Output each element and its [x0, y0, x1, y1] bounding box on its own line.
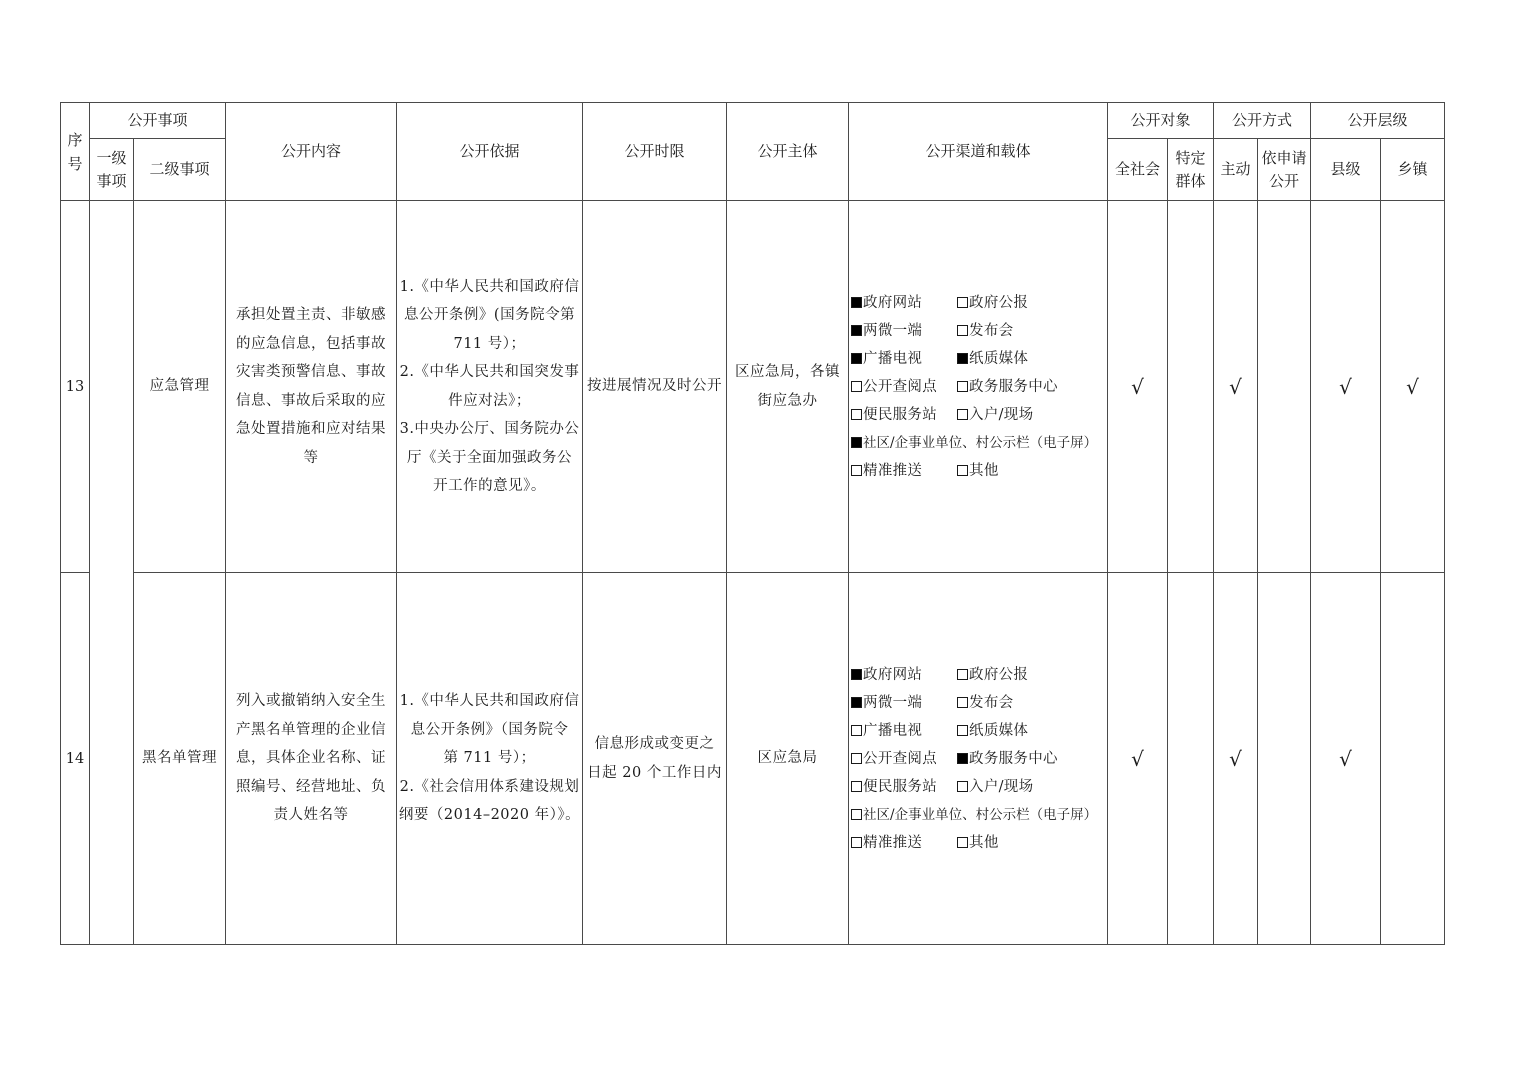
- channel-item: [851, 373, 957, 401]
- row-level-town: [1381, 573, 1445, 945]
- header-target-all: 全社会: [1108, 139, 1168, 201]
- basis-line: 件应对法》；: [448, 392, 531, 409]
- subject-line: 区应急局，各镇: [735, 364, 841, 380]
- channel-item: [957, 773, 1063, 801]
- channel-label: 发布会: [969, 322, 1014, 339]
- row-channels: [849, 573, 1108, 945]
- time-limit-line: 日起 20 个工作日内: [587, 764, 722, 781]
- checkbox-empty-icon: [851, 753, 862, 764]
- header-items: 公开事项: [90, 103, 226, 139]
- header-target-specific: 特定群体: [1168, 139, 1214, 201]
- channel-label: 精准推送: [863, 462, 923, 479]
- checkbox-empty-icon: [957, 669, 968, 680]
- channel-label: 入户/现场: [969, 778, 1034, 795]
- basis-line: 第 711 号）；: [443, 750, 536, 767]
- channel-item: [957, 457, 1063, 485]
- channel-label: 公开查阅点: [863, 378, 938, 395]
- header-basis: 公开依据: [397, 103, 583, 201]
- row-method-active: √: [1214, 201, 1258, 573]
- row-time-limit: [583, 573, 727, 945]
- channel-item: [957, 373, 1063, 401]
- channel-item: [851, 773, 957, 801]
- row-level1: [90, 201, 134, 945]
- basis-line: 2.《中华人民共和国突发事: [399, 364, 580, 380]
- header-method: 公开方式: [1214, 103, 1311, 139]
- header-method-active: 主动: [1214, 139, 1258, 201]
- channel-item: [957, 401, 1063, 429]
- checkbox-empty-icon: [851, 381, 862, 392]
- checkbox-empty-icon: [851, 781, 862, 792]
- checkbox-empty-icon: [957, 697, 968, 708]
- channel-item: [957, 661, 1063, 689]
- header-level2: 二级事项: [134, 139, 226, 201]
- header-level: 公开层级: [1311, 103, 1445, 139]
- channel-label: 两微一端: [863, 694, 923, 711]
- checkbox-checked-icon: [851, 697, 862, 708]
- channel-label: 纸质媒体: [969, 350, 1029, 367]
- row-time-limit: 按进展情况及时公开: [583, 201, 727, 573]
- checkbox-empty-icon: [957, 465, 968, 476]
- table-row: [61, 201, 1445, 573]
- channel-label: 政府公报: [969, 294, 1029, 311]
- row-content: [226, 201, 397, 573]
- channel-label: 精准推送: [863, 834, 923, 851]
- checkbox-empty-icon: [851, 725, 862, 736]
- disclosure-table: [60, 102, 1445, 945]
- channel-item: [957, 745, 1063, 773]
- checkbox-empty-icon: [957, 297, 968, 308]
- row-level-county: √: [1311, 201, 1381, 573]
- channel-label: 公开查阅点: [863, 750, 938, 767]
- table-row: [61, 573, 1445, 945]
- row-target-specific: [1168, 201, 1214, 573]
- checkbox-checked-icon: [851, 297, 862, 308]
- checkbox-checked-icon: [851, 353, 862, 364]
- content-line: 急处置措施和应对结果: [236, 421, 387, 437]
- checkbox-checked-icon: [851, 437, 862, 448]
- row-basis: [397, 201, 583, 573]
- content-line: 照编号、经营地址、负: [236, 778, 387, 795]
- row-target-specific: [1168, 573, 1214, 945]
- row-level2: 黑名单管理: [134, 573, 226, 945]
- basis-line: 1.《中华人民共和国政府信: [399, 278, 580, 295]
- channel-label: 政务服务中心: [969, 750, 1058, 767]
- row-method-apply: [1258, 201, 1311, 573]
- basis-line: 开工作的意见》。: [433, 478, 546, 494]
- channel-label: 政务服务中心: [969, 378, 1058, 395]
- channel-label: 社区/企事业单位、村公示栏（电子屏）: [863, 806, 1098, 823]
- content-line: 产黑名单管理的企业信: [236, 721, 387, 738]
- row-method-active: √: [1214, 573, 1258, 945]
- checkbox-empty-icon: [957, 409, 968, 420]
- header-content: 公开内容: [226, 103, 397, 201]
- content-line: 等: [303, 449, 319, 466]
- row-content: [226, 573, 397, 945]
- content-line: 信息、事故后采取的应: [236, 392, 387, 409]
- content-line: 列入或撤销纳入安全生: [236, 693, 387, 710]
- row-level-county: √: [1311, 573, 1381, 945]
- channel-label: 其他: [969, 462, 999, 479]
- channel-item: [851, 661, 957, 689]
- basis-line: 纲要（2014–2020 年）》。: [398, 807, 581, 824]
- basis-line: 息公开条例》（国务院令: [410, 721, 569, 738]
- content-line: 责人姓名等: [273, 807, 349, 824]
- checkbox-empty-icon: [851, 465, 862, 476]
- basis-line: 711 号）；: [453, 335, 526, 352]
- row-level-town: √: [1381, 201, 1445, 573]
- channel-item: [957, 829, 1063, 857]
- checkbox-empty-icon: [957, 725, 968, 736]
- checkbox-empty-icon: [851, 809, 862, 820]
- checkbox-checked-icon: [851, 325, 862, 336]
- header-level-county: 县级: [1311, 139, 1381, 201]
- header-channels: 公开渠道和载体: [849, 103, 1108, 201]
- channel-label: 便民服务站: [863, 406, 938, 423]
- basis-line: 息公开条例》(国务院令第: [403, 307, 576, 323]
- channel-label: 入户/现场: [969, 406, 1034, 423]
- content-line: 息，具体企业名称、证: [236, 750, 387, 767]
- channel-item: [957, 717, 1063, 745]
- channel-label: 便民服务站: [863, 778, 938, 795]
- channel-label: 政府公报: [969, 666, 1029, 683]
- header-seq: 序号: [61, 103, 90, 201]
- checkbox-checked-icon: [851, 669, 862, 680]
- row-subject: [727, 201, 849, 573]
- channel-label: 广播电视: [863, 350, 923, 367]
- channel-item: [957, 317, 1063, 345]
- subject-line: 街应急办: [757, 392, 818, 409]
- checkbox-empty-icon: [957, 837, 968, 848]
- row-target-all: √: [1108, 201, 1168, 573]
- basis-line: 厅《关于全面加强政务公: [407, 449, 573, 466]
- basis-line: 1.《中华人民共和国政府信: [399, 693, 580, 710]
- row-subject: 区应急局: [727, 573, 849, 945]
- checkbox-empty-icon: [851, 409, 862, 420]
- row-seq: 14: [61, 573, 90, 945]
- channel-label: 社区/企事业单位、村公示栏（电子屏）: [863, 434, 1098, 451]
- channel-item: [851, 689, 957, 717]
- content-line: 承担处置主责、非敏感: [236, 307, 387, 323]
- channel-label: 发布会: [969, 694, 1014, 711]
- time-limit-line: 信息形成或变更之: [594, 736, 715, 752]
- channel-item: [851, 801, 1097, 829]
- channel-item: [851, 457, 957, 485]
- header-level-town: 乡镇: [1381, 139, 1445, 201]
- channel-label: 两微一端: [863, 322, 923, 339]
- channel-item: [851, 345, 957, 373]
- channel-item: [851, 317, 957, 345]
- channel-label: 政府网站: [863, 294, 923, 311]
- checkbox-empty-icon: [957, 381, 968, 392]
- row-channels: [849, 201, 1108, 573]
- channel-item: [851, 429, 1097, 457]
- basis-line: 2.《社会信用体系建设规划: [399, 778, 580, 795]
- row-seq: 13: [61, 201, 90, 573]
- channel-item: [851, 289, 957, 317]
- channel-item: [851, 717, 957, 745]
- channel-label: 广播电视: [863, 722, 923, 739]
- channel-item: [957, 345, 1063, 373]
- header-method-apply: 依申请公开: [1258, 139, 1311, 201]
- channel-item: [851, 745, 957, 773]
- checkbox-empty-icon: [851, 837, 862, 848]
- content-line: 灾害类预警信息、事故: [236, 364, 387, 380]
- channel-label: 纸质媒体: [969, 722, 1029, 739]
- channel-label: 政府网站: [863, 666, 923, 683]
- header-subject: 公开主体: [727, 103, 849, 201]
- channel-item: [851, 829, 957, 857]
- row-level2: 应急管理: [134, 201, 226, 573]
- checkbox-empty-icon: [957, 781, 968, 792]
- row-target-all: √: [1108, 573, 1168, 945]
- channel-item: [851, 401, 957, 429]
- channel-label: 其他: [969, 834, 999, 851]
- row-basis: [397, 573, 583, 945]
- checkbox-checked-icon: [957, 753, 968, 764]
- checkbox-empty-icon: [957, 325, 968, 336]
- header-time-limit: 公开时限: [583, 103, 727, 201]
- header-level1: 一级事项: [90, 139, 134, 201]
- header-target: 公开对象: [1108, 103, 1214, 139]
- row-method-apply: [1258, 573, 1311, 945]
- content-line: 的应急信息，包括事故: [236, 335, 387, 352]
- channel-item: [957, 689, 1063, 717]
- channel-item: [957, 289, 1063, 317]
- table-header: [61, 103, 1445, 201]
- basis-line: 3.中央办公厅、国务院办公: [399, 421, 580, 437]
- checkbox-checked-icon: [957, 353, 968, 364]
